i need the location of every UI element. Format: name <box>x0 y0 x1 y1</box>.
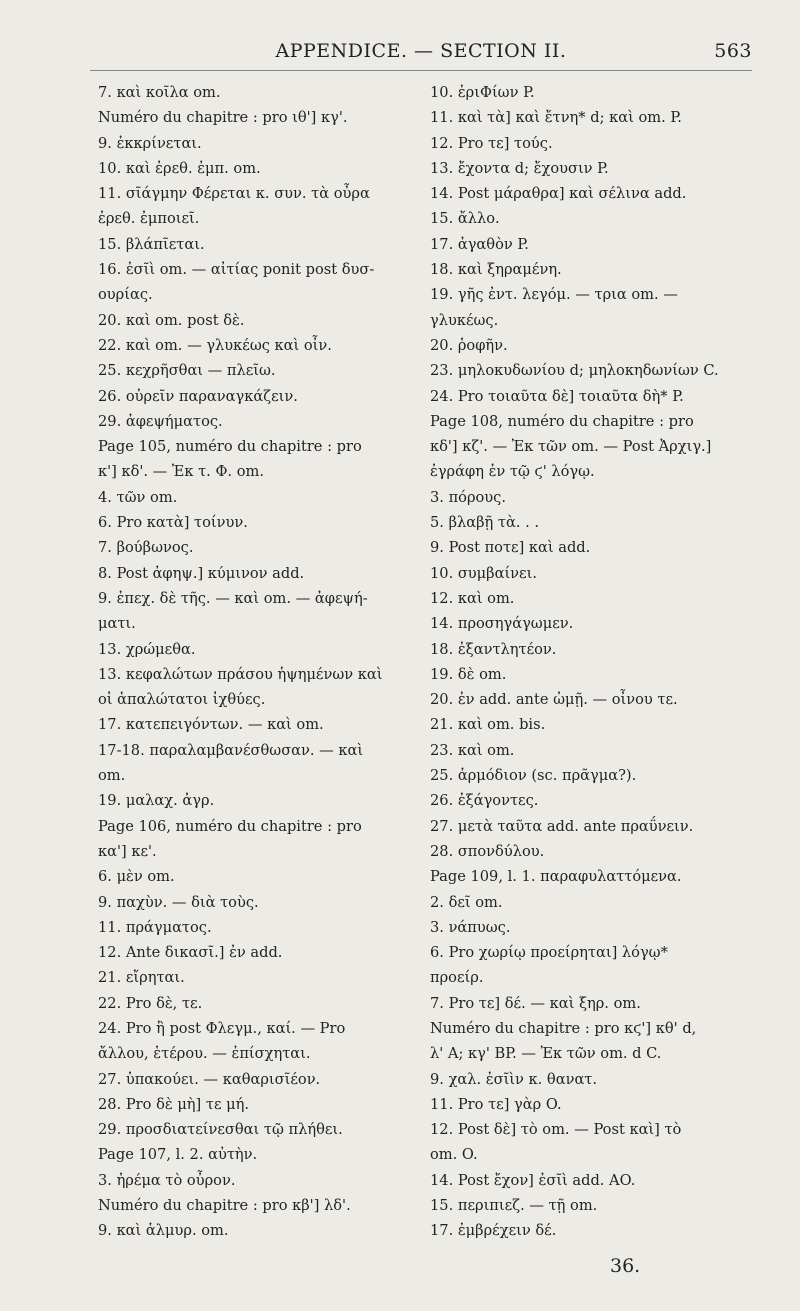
header-rule <box>90 70 752 71</box>
note-line: 15. περιπιεζ. — τῇ om. <box>430 1197 598 1215</box>
note-line: 21. καὶ om. bis. <box>430 716 546 734</box>
note-line: 19. γῆς ἐντ. λεγόμ. — τρια om. — <box>430 286 678 304</box>
right-column <box>430 80 760 1244</box>
note-line: 25. ἁρμόδιον (sc. πρᾶγμα?). <box>430 767 637 785</box>
note-line: 11. σῖάγμην Φέρεται κ. συν. τὰ οὖρα <box>98 185 370 203</box>
note-line: 26. οὐρεῖν παραναγκάζειν. <box>98 387 298 405</box>
note-line: οἱ ἁπαλώτατοι ἰχθύες. <box>98 691 266 709</box>
note-line: 6. Pro κατὰ] τοίνυν. <box>98 514 248 532</box>
note-line: 14. Post ἔχον] ἐσῖὶ add. AO. <box>430 1171 636 1189</box>
note-line: κ'] κδ'. — Ἐκ τ. Φ. om. <box>98 463 264 481</box>
note-line: 7. βούβωνος. <box>98 539 194 557</box>
note-line: 20. ῥοφῆν. <box>430 336 508 354</box>
note-line: 11. Pro τε] γὰρ O. <box>430 1095 562 1113</box>
note-line: om. O. <box>430 1146 478 1164</box>
note-line: 11. πράγματος. <box>98 918 212 936</box>
note-line: 10. καὶ ἐρεθ. ἐμπ. om. <box>98 159 261 177</box>
note-line: 22. Pro δὲ, τε. <box>98 994 203 1012</box>
note-line: Numéro du chapitre : pro κβ'] λδ'. <box>98 1197 351 1215</box>
note-line: Numéro du chapitre : pro ιθ'] κγ'. <box>98 109 348 127</box>
note-line: om. <box>98 767 126 785</box>
note-line: 14. Post μάραθρα] καὶ σέλινα add. <box>430 185 687 203</box>
note-line: 13. χρώμεθα. <box>98 640 196 658</box>
note-line: 3. νάπυως. <box>430 918 511 936</box>
note-line: Page 107, l. 2. αὐτὴν. <box>98 1146 258 1164</box>
note-line: 14. προσηγάγωμεν. <box>430 615 574 633</box>
note-line: 9. παχὺν. — διὰ τοὺς. <box>98 893 259 911</box>
note-line: 17-18. παραλαμβανέσθωσαν. — καὶ <box>98 741 364 759</box>
note-line: 23. καὶ om. <box>430 741 515 759</box>
note-line: ουρίας. <box>98 286 153 304</box>
note-line: 12. Pro τε] τούς. <box>430 134 553 152</box>
page-number: 563 <box>714 40 752 62</box>
note-line: 17. ἐμβρέχειν δέ. <box>430 1222 557 1240</box>
note-line: 11. καὶ τὰ] καὶ ἔτνη* d; καὶ om. P. <box>430 109 682 127</box>
note-line: Page 109, l. 1. παραφυλαττόμενα. <box>430 868 682 886</box>
note-line: 15. ἄλλο. <box>430 210 500 228</box>
note-line: 16. ἐσῖὶ om. — αἰτίας ponit post δυσ- <box>98 261 375 279</box>
note-line: 23. μηλοκυδωνίου d; μηλοκηδωνίων C. <box>430 362 719 380</box>
signature-mark: 36. <box>610 1255 641 1277</box>
note-line: 8. Post ἀφηψ.] κύμινον add. <box>98 564 305 582</box>
note-line: 15. βλάπῖεται. <box>98 235 205 253</box>
note-line: 25. κεχρῆσθαι — πλεῖω. <box>98 362 276 380</box>
note-line: 29. ἀφεψήματος. <box>98 412 223 430</box>
note-line: λ' A; κγ' BP. — Ἐκ τῶν om. d C. <box>430 1045 662 1063</box>
note-line: 21. εἴρηται. <box>98 969 185 987</box>
note-line: 7. Pro τε] δέ. — καὶ ξηρ. om. <box>430 994 641 1012</box>
left-column <box>98 80 398 1244</box>
note-line: κδ'] κζ'. — Ἐκ τῶν om. — Post Ἀρχιγ.] <box>430 438 712 456</box>
note-line: κα'] κε'. <box>98 842 157 860</box>
note-line: Numéro du chapitre : pro κϛ'] κθ' d, <box>430 1019 697 1037</box>
note-line: 6. μὲν om. <box>98 868 175 886</box>
note-line: 12. καὶ om. <box>430 589 515 607</box>
note-line: 4. τῶν om. <box>98 488 178 506</box>
note-line: 24. Pro ἢ post Φλεγμ., καί. — Pro <box>98 1019 346 1037</box>
note-line: 6. Pro χωρίῳ προείρηται] λόγῳ* <box>430 944 668 962</box>
note-line: 10. συμβαίνει. <box>430 564 537 582</box>
note-line: 3. ἠρέμα τὸ οὖρον. <box>98 1171 236 1189</box>
note-line: 18. καὶ ξηραμένη. <box>430 261 562 279</box>
note-line: 28. σπονδύλου. <box>430 842 545 860</box>
note-line: 24. Pro τοιαῦτα δὲ] τοιαῦτα δὴ* P. <box>430 387 684 405</box>
note-line: 27. μετὰ ταῦτα add. ante πραΰνειν. <box>430 817 694 835</box>
note-line: ἄλλου, ἑτέρου. — ἐπίσχηται. <box>98 1045 311 1063</box>
note-line: 28. Pro δὲ μὴ] τε μή. <box>98 1095 250 1113</box>
note-line: 13. ἔχοντα d; ἔχουσιν P. <box>430 159 609 177</box>
note-line: 9. ἐπεχ. δὲ τῆς. — καὶ om. — ἀφεψή- <box>98 589 368 607</box>
note-line: 10. ἐριΦίων P. <box>430 84 535 101</box>
note-line: 9. καὶ ἁλμυρ. om. <box>98 1222 229 1240</box>
note-line: 20. ἐν add. ante ὠμῇ. — οἶνου τε. <box>430 691 678 709</box>
note-line: 18. ἐξαντλητέον. <box>430 640 557 658</box>
note-line: 22. καὶ om. — γλυκέως καὶ οἶν. <box>98 336 332 354</box>
note-line: 5. βλαβῇ τὰ. . . <box>430 514 540 532</box>
note-line: ἐγράφη ἐν τῷ ϛ' λόγῳ. <box>430 463 595 481</box>
note-line: 7. καὶ κοῖλα om. <box>98 84 221 101</box>
note-line: 29. προσδιατείνεσθαι τῷ πλήθει. <box>98 1121 343 1139</box>
note-line: ἐρεθ. ἐμποιεῖ. <box>98 210 200 228</box>
note-line: γλυκέως. <box>430 311 499 329</box>
note-line: 13. κεφαλώτων πράσου ἡψημένων καὶ <box>98 665 383 683</box>
note-line: 2. δεῖ om. <box>430 893 503 911</box>
note-line: 9. Post ποτε] καὶ add. <box>430 539 591 557</box>
note-line: 12. Ante δικασῖ.] ἐν add. <box>98 944 283 962</box>
note-line: Page 108, numéro du chapitre : pro <box>430 412 694 430</box>
note-line: 19. μαλαχ. ἀγρ. <box>98 792 215 810</box>
note-line: 19. δὲ om. <box>430 665 507 683</box>
note-line: 17. ἀγαθὸν P. <box>430 235 529 253</box>
note-line: προείρ. <box>430 969 484 987</box>
note-line: 3. πόρους. <box>430 488 506 506</box>
page-header <box>90 40 752 68</box>
note-line: 9. ἐκκρίνεται. <box>98 134 202 152</box>
note-line: 20. καὶ om. post δὲ. <box>98 311 245 329</box>
note-line: 9. χαλ. ἐσῖὶν κ. θανατ. <box>430 1070 598 1088</box>
note-line: ματι. <box>98 615 136 633</box>
note-line: 17. κατεπειγόντων. — καὶ om. <box>98 716 324 734</box>
note-line: 12. Post δὲ] τὸ om. — Post καὶ] τὸ <box>430 1121 682 1139</box>
note-line: Page 106, numéro du chapitre : pro <box>98 817 362 835</box>
running-title: APPENDICE. — SECTION II. <box>275 40 567 62</box>
note-line: Page 105, numéro du chapitre : pro <box>98 438 362 456</box>
note-line: 26. ἐξάγοντες. <box>430 792 539 810</box>
note-line: 27. ὑπακούει. — καθαρισῖέον. <box>98 1070 321 1088</box>
